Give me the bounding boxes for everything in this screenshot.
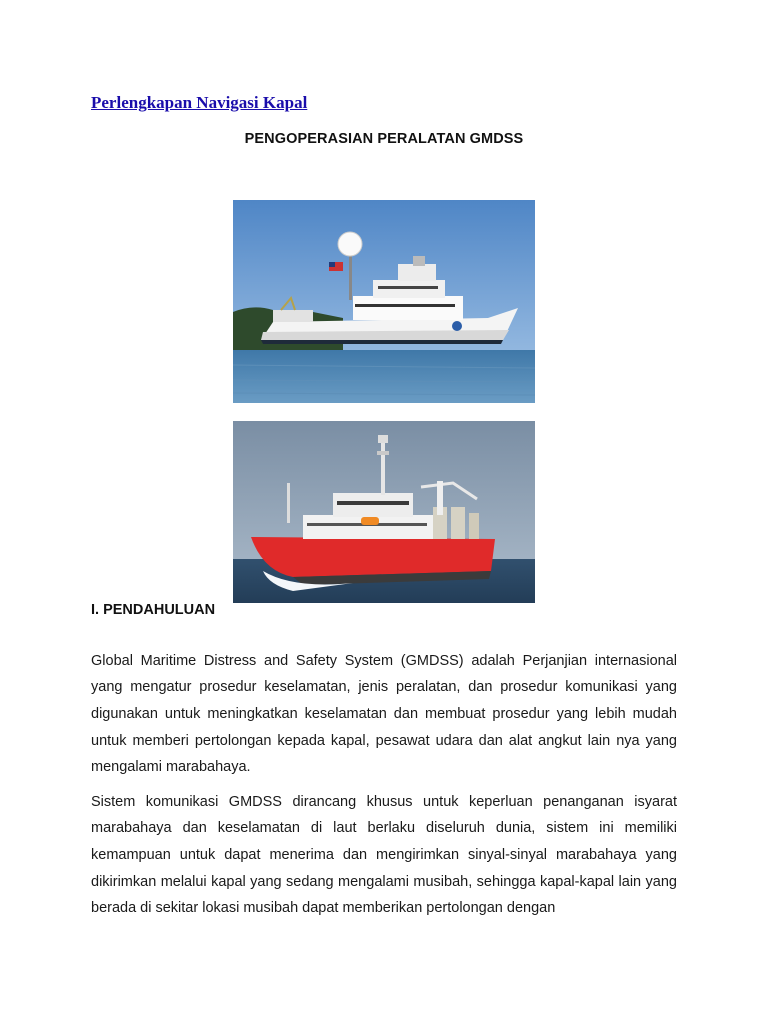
red-fishing-vessel-photo (233, 421, 535, 603)
doc-link-perlengkapan-navigasi[interactable]: Perlengkapan Navigasi Kapal (91, 93, 308, 112)
paragraph-gmdss-system: Sistem komunikasi GMDSS dirancang khusus untuk keperluan penanganan isyarat marabahaya dan keselamatan di laut berlaku diseluruh dunia, sistem ini memiliki kemampuan untuk dapat menerima dan mengirimkan sinyal-sinyal marabahaya yang dikirimkan melalui kapal yang sedang mengalami musibah, sehingga kapal-kapal lain yang berada di sekitar lokasi musibah dapat memberikan pertolongan dengan (91, 793, 677, 917)
research-ship-photo (233, 200, 535, 403)
section-heading-pendahuluan: I. PENDAHULUAN (91, 602, 216, 618)
paragraph-gmdss-definition: Global Maritime Distress and Safety System (GMDSS) adalah Perjanjian internasional yang mengatur prosedur keselamatan, jenis peralatan, dan prosedur komunikasi yang digunakan untuk meningkatkan keselamatan dan membuat prosedur yang lebih mudah untuk memberi pertolongan kepada kapal, pesawat udara dan alat angkut lain nya yang mengalami marabahaya. (91, 652, 677, 776)
page-title: PENGOPERASIAN PERALATAN GMDSS (244, 131, 524, 147)
